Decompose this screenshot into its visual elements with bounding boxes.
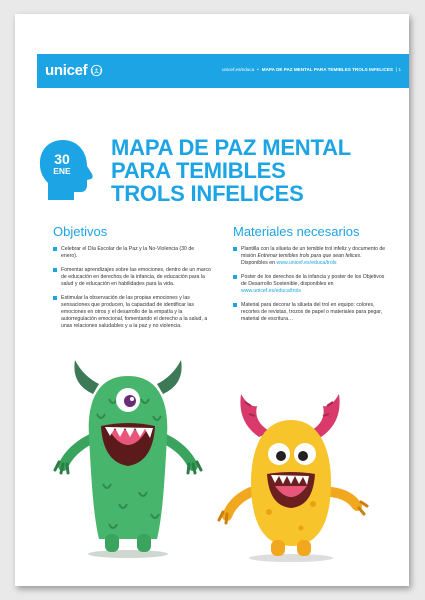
nav-doc-title: MAPA DE PAZ MENTAL PARA TEMIBLES TROLS INFELICES — [261, 67, 393, 72]
material-2-text: Poster de los derechos de la infancia y poster de los Objetivos de Desarrollo Sostenible, disponibles en — [241, 274, 385, 287]
green-troll-icon — [53, 354, 203, 559]
nav-site-link[interactable]: unicef.es/educa — [221, 67, 255, 72]
material-item-posters — [233, 274, 389, 295]
badge-day: 30 — [54, 151, 70, 167]
header-bar — [37, 54, 409, 88]
orange-troll-icon — [209, 382, 369, 562]
material-1-doc-title: Entrenar temibles trols para que sean felices — [257, 253, 361, 259]
material-1-text-a: Plantilla con la silueta de un temible trol infeliz y documento de misión — [241, 246, 386, 259]
page-title — [111, 136, 401, 205]
title-line-3: TROLS INFELICES — [111, 181, 304, 206]
document-page — [15, 14, 409, 586]
objectives-heading: Objetivos — [53, 224, 108, 239]
objective-item: Fomentar aprendizajes sobre las emociones, dentro de un marco de educación en derechos de la infancia, de educación para la salud y de educación en habilidades para la vida. — [53, 267, 211, 288]
material-item-decor: Material para decorar la silueta del trol en equipo: colores, recortes de revistas, trozos de papel o materiales para pegar, material de escritura… — [233, 302, 389, 323]
material-item-template — [233, 246, 389, 267]
material-2-link[interactable]: www.unicef.es/educa/trols — [241, 288, 301, 294]
date-badge — [33, 134, 105, 206]
material-1-text-b: . Disponibles en — [241, 253, 362, 266]
objectives-list — [53, 246, 211, 337]
logo-text: unicef — [45, 62, 88, 79]
unicef-logo[interactable] — [45, 62, 103, 79]
objective-item: Estimular la observación de las propias emociones y las sensaciones que producen, la capacidad de identificar las emociones en otros y el desarrollo de la empatía y la autorregulación emocional, fomentando el derecho a la salud, a unas relaciones saludables y a la paz y no violencia. — [53, 295, 211, 330]
material-1-link[interactable]: www.unicef.es/educa/trols — [276, 260, 337, 266]
title-line-2: PARA TEMIBLES — [111, 158, 286, 183]
badge-month: ENE — [53, 166, 71, 176]
title-line-1: MAPA DE PAZ MENTAL — [111, 135, 352, 160]
nav-page-number: | 1 — [395, 67, 401, 72]
header-nav — [222, 67, 401, 72]
materials-heading: Materiales necesarios — [233, 224, 360, 239]
objective-item: Celebrar el Día Escolar de la Paz y la No-Violencia (30 de enero). — [53, 246, 211, 260]
nav-separator: • — [257, 67, 259, 72]
materials-list — [233, 246, 389, 330]
unicef-globe-icon — [90, 64, 103, 77]
